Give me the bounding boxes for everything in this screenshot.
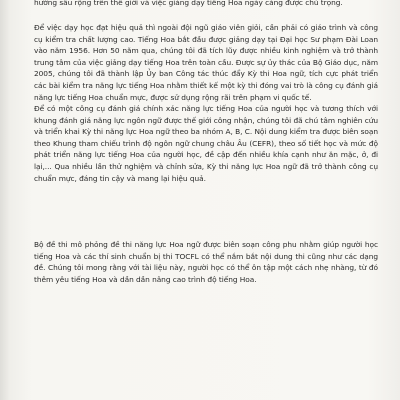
page-fold-shadow xyxy=(0,0,10,400)
paragraph-mock-exam: Bộ đề thi mô phỏng đề thi năng lực Hoa ngữ được biên soạn công phu nhằm giúp người học tiếng Hoa và các thí sinh chuẩn bị thi TOCFL có thể nắm bắt nội dung thi cũng như các dạng đề. Chúng tôi mong rằng với tài liệu này, người học có thể ôn tập một cách nhẹ nhàng, từ đó thêm yêu tiếng Hoa và dần dần nâng cao trình độ tiếng Hoa. xyxy=(34,240,378,284)
paragraph-intro-tail: hướng sâu rộng trên thế giới và việc giảng dạy tiếng Hoa ngày càng được chú trọng. xyxy=(34,0,343,7)
paragraph-assessment-tool: Để có một công cụ đánh giá chính xác năng lực tiếng Hoa của người học và tương thích với khung đánh giá năng lực ngôn ngữ được thế giới công nhận, chúng tôi đã chú tâm nghiên cứu và triển khai Kỳ thi năng lực Hoa ngữ theo ba nhóm A, B, C. Nội dung kiểm tra được biên soạn theo Khung tham chiếu trình độ ngôn ngữ chung châu Âu (CEFR), theo số tiết học và mức độ phát triển năng lực tiếng Hoa của người học, đề cập đến nhiều khía cạnh như ăn mặc, ở, đi lại,... Qua nhiều lần thử nghiệm và chỉnh sửa, Kỳ thi năng lực Hoa ngữ đã trở thành công cụ chuẩn mực, đáng tin cậy và mang lại hiệu quả. xyxy=(34,104,378,183)
paragraph-teaching-quality: Để việc dạy học đạt hiệu quả thì ngoài đội ngũ giáo viên giỏi, cần phải có giáo trình và công cụ kiểm tra chất lượng cao. Tiếng Hoa bắt đầu được giảng dạy tại Đại học Sư phạm Đài Loan vào năm 1956. Hơn 50 năm qua, chúng tôi đã tích lũy được nhiều kinh nghiệm và trở thành trung tâm của việc giảng dạy tiếng Hoa trên toàn cầu. Được sự ủy thác của Bộ Giáo dục, năm 2005, chúng tôi đã thành lập Ủy ban Công tác thúc đẩy Kỳ thi Hoa ngữ, tích cực phát triển các bài kiểm tra năng lực tiếng Hoa nhằm thiết kế một kỳ thi đóng vai trò là công cụ đánh giá năng lực tiếng Hoa chuẩn mực, được sử dụng rộng rãi trên phạm vi quốc tế. xyxy=(34,23,378,102)
